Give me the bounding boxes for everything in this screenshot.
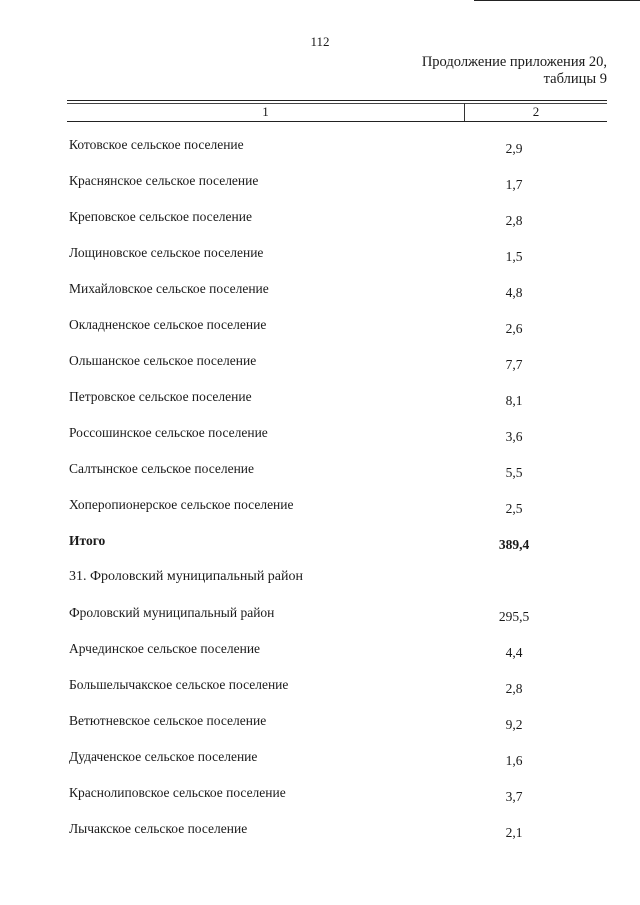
table-row bbox=[69, 272, 559, 308]
table-row bbox=[69, 308, 559, 344]
row-value: 3,6 bbox=[505, 429, 523, 444]
row-value: 295,5 bbox=[498, 609, 530, 624]
header-rule-top bbox=[67, 100, 607, 101]
row-value: 9,2 bbox=[505, 717, 523, 732]
caption-line-1: Продолжение приложения 20, bbox=[421, 54, 607, 70]
row-name: 31. Фроловский муниципальный район bbox=[69, 569, 304, 584]
row-value: 1,7 bbox=[505, 177, 523, 192]
row-value: 389,4 bbox=[498, 537, 530, 552]
row-name: Креповское сельское поселение bbox=[69, 209, 252, 224]
row-name: Ольшанское сельское поселение bbox=[69, 353, 257, 368]
row-value: 2,1 bbox=[505, 825, 523, 840]
row-value: 2,9 bbox=[505, 141, 523, 156]
table-row bbox=[69, 128, 559, 164]
table-row bbox=[69, 668, 559, 704]
table-row bbox=[69, 200, 559, 236]
row-value: 4,4 bbox=[505, 645, 523, 660]
row-name: Окладненское сельское поселение bbox=[69, 317, 267, 332]
table-row bbox=[69, 704, 559, 740]
row-value: 7,7 bbox=[505, 357, 523, 372]
row-name: Краснолиповское сельское поселение bbox=[69, 785, 286, 800]
table-row bbox=[69, 344, 559, 380]
row-name: Дудаченское сельское поселение bbox=[69, 749, 258, 764]
row-name: Лычакское сельское поселение bbox=[69, 821, 248, 836]
header-col-2: 2 bbox=[532, 104, 540, 119]
row-value: 2,8 bbox=[505, 213, 523, 228]
row-name: Фроловский муниципальный район bbox=[69, 605, 275, 620]
row-name: Ветютневское сельское поселение bbox=[69, 713, 267, 728]
row-name: Котовское сельское поселение bbox=[69, 137, 244, 152]
table-row bbox=[69, 164, 559, 200]
row-value: 1,6 bbox=[505, 753, 523, 768]
table-header bbox=[67, 100, 607, 122]
row-value: 2,5 bbox=[505, 501, 523, 516]
table-row bbox=[69, 452, 559, 488]
row-value: 4,8 bbox=[505, 285, 523, 300]
row-name: Итого bbox=[69, 533, 106, 548]
page-number: 112 bbox=[310, 34, 330, 49]
top-edge-rule bbox=[474, 0, 640, 1]
table-row bbox=[69, 416, 559, 452]
table-row bbox=[69, 488, 559, 524]
row-value: 5,5 bbox=[505, 465, 523, 480]
row-name: Большелычакское сельское поселение bbox=[69, 677, 289, 692]
row-name: Краснянское сельское поселение bbox=[69, 173, 259, 188]
row-value: 3,7 bbox=[505, 789, 523, 804]
table-row bbox=[69, 812, 559, 848]
table-row bbox=[69, 740, 559, 776]
table-body bbox=[69, 128, 559, 848]
total-row bbox=[69, 524, 559, 560]
row-name: Петровское сельское поселение bbox=[69, 389, 252, 404]
row-name: Арчединское сельское поселение bbox=[69, 641, 261, 656]
table-row bbox=[69, 236, 559, 272]
row-value: 8,1 bbox=[505, 393, 523, 408]
header-rule-bottom bbox=[67, 121, 607, 122]
row-name: Лощиновское сельское поселение bbox=[69, 245, 264, 260]
row-value: 1,5 bbox=[505, 249, 523, 264]
section-heading-row bbox=[69, 560, 559, 596]
appendix-caption bbox=[422, 54, 607, 88]
caption-line-2: таблицы 9 bbox=[543, 71, 607, 87]
row-name: Хоперопионерское сельское поселение bbox=[69, 497, 294, 512]
table-row bbox=[69, 380, 559, 416]
row-name: Салтынское сельское поселение bbox=[69, 461, 255, 476]
table-row bbox=[69, 632, 559, 668]
table-row bbox=[69, 596, 559, 632]
header-col-1: 1 bbox=[262, 104, 269, 119]
table-row bbox=[69, 776, 559, 812]
row-name: Михайловское сельское поселение bbox=[69, 281, 269, 296]
row-value: 2,6 bbox=[505, 321, 523, 336]
row-value: 2,8 bbox=[505, 681, 523, 696]
row-name: Россошинское сельское поселение bbox=[69, 425, 268, 440]
